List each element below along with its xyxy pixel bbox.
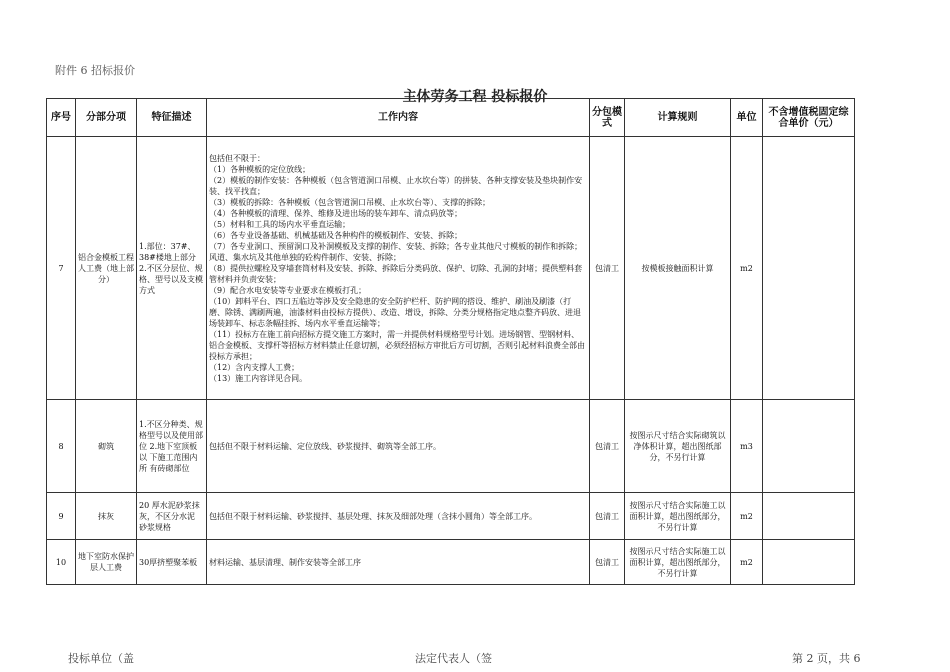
cell-feature: 20 厚水泥砂浆抹 灰，不区分水泥 砂浆规格: [137, 493, 207, 540]
header-row: [47, 99, 855, 137]
work-line: （8）提供拉螺栓及穿墙套筒材料及安装、拆除、拆除后分类码放、保护、切除、孔洞的封堵；提供塑料套管材料并负责安装；: [209, 263, 583, 284]
table-row: [47, 137, 855, 400]
cell-feature: 30厚挤塑聚苯板: [137, 540, 207, 585]
work-line: （6）各专业设备基础、机械基础及各种构件的模板制作、安装、拆除；: [209, 230, 463, 240]
cell-price: [763, 137, 855, 400]
cell-price: [763, 400, 855, 493]
work-line: 包括但不限于：: [209, 153, 265, 163]
table-row: [47, 493, 855, 540]
table-row: [47, 540, 855, 585]
work-line: （3）模板的拆除：各种模板（包含管道洞口吊模、止水坎台等）、支撑的拆除；: [209, 197, 491, 207]
header-part: 分部分项: [76, 99, 137, 137]
cell-sub: 包清工: [590, 493, 625, 540]
header-rule: 计算规则: [625, 99, 731, 137]
pricing-table: [46, 98, 855, 585]
header-feature: 特征描述: [137, 99, 207, 137]
cell-rule: 按图示尺寸结合实际施工以面积计算，超出图纸部分，不另行计算: [625, 540, 731, 585]
footer-representative: 法定代表人（签: [415, 652, 492, 665]
work-line: （1）各种模板的定位放线；: [209, 164, 311, 174]
cell-price: [763, 540, 855, 585]
cell-work: [207, 400, 590, 493]
header-seq: 序号: [47, 99, 76, 137]
cell-seq: 7: [47, 137, 76, 400]
footer-page-number: 第 2 页，共 6: [792, 652, 861, 665]
cell-feature: 1.不区分种类、规格型号以及使用部位 2.地下室顶板以 下施工范围内所 有砖砌部位: [137, 400, 207, 493]
top-label: 附件 6 招标报价: [55, 64, 135, 77]
cell-unit: m2: [731, 137, 763, 400]
work-line: 包括但不限于材料运输、定位放线、砂浆搅拌、砌筑等全部工序。: [209, 441, 441, 451]
cell-seq: 10: [47, 540, 76, 585]
work-line: （2）模板的制作安装：各种模板（包含管道洞口吊模、止水坎台等）的拼装、各种支撑安装及垫块制作安装、找平找直；: [209, 175, 583, 196]
cell-seq: 8: [47, 400, 76, 493]
header-price: 不含增值税固定综合单价（元）: [763, 99, 855, 137]
cell-seq: 9: [47, 493, 76, 540]
work-line: （10）卸料平台、四口五临边等涉及安全隐患的安全防护栏杆、防护网的搭设、维护、刷油及刷漆（打磨、除锈、满刷两遍，油漆材料由投标方提供）、改造、增设，拆除、分类分规格指定地点整齐码放、进退场装卸车、标志条幅挂拆、场内水平垂直运输等；: [209, 296, 581, 328]
header-sub: 分包模式: [590, 99, 625, 137]
cell-sub: 包清工: [590, 540, 625, 585]
work-line: （9）配合水电安装等专业要求在模板打孔；: [209, 285, 367, 295]
work-line: （13）施工内容详见合同。: [209, 373, 308, 383]
cell-part: 地下室防水保护层人工费: [76, 540, 137, 585]
cell-unit: m3: [731, 400, 763, 493]
cell-rule: 按图示尺寸结合实际砌筑以净体积计算，超出图纸部分，不另行计算: [625, 400, 731, 493]
footer-bidder: 投标单位（盖: [68, 652, 134, 665]
cell-work: [207, 493, 590, 540]
cell-rule: 按图示尺寸结合实际施工以面积计算，超出图纸部分，不另行计算: [625, 493, 731, 540]
cell-price: [763, 493, 855, 540]
cell-unit: m2: [731, 540, 763, 585]
work-line: 包括但不限于材料运输、砂浆搅拌、基层处理、抹灰及细部处理（含抹小圆角）等全部工序。: [209, 511, 537, 521]
cell-rule: 按模板接触面积计算: [625, 137, 731, 400]
work-line: （7）各专业洞口、预留洞口及补洞模板及支撑的制作、安装、拆除；各专业其他尺寸模板的制作和拆除；风道、集水坑及其他单独的砼构件制作、安装、拆除；: [209, 241, 583, 262]
work-line: （5）材料和工具的场内水平垂直运输；: [209, 219, 351, 229]
cell-sub: 包清工: [590, 400, 625, 493]
cell-part: 抹灰: [76, 493, 137, 540]
header-work: 工作内容: [207, 99, 590, 137]
work-line: （12）含内支撑人工费；: [209, 362, 300, 372]
cell-work: [207, 540, 590, 585]
work-line: （11）投标方在施工前向招标方提交施工方案时，需一并提供材料规格型号计划。进场钢管、型钢材料、铝合金模板、支撑杆等招标方材料禁止任意切割，必须经招标方审批后方可切割，否则引起材料浪费全部由投标方承担；: [209, 329, 585, 361]
table-title: 主体劳务工程 投标报价: [402, 89, 548, 105]
work-line: （4）各种模板的清理、保养、维修及进出场的装车卸车、清点码放等；: [209, 208, 463, 218]
header-unit: 单位: [731, 99, 763, 137]
cell-part: 铝合金模板工程人工费（地上部分）: [76, 137, 137, 400]
cell-unit: m2: [731, 493, 763, 540]
work-line: 材料运输、基层清理、制作安装等全部工序: [209, 557, 361, 567]
cell-feature: 1.部位：37#、38#楼地上部分 2.不区分层位、规格、型号以及支模方式: [137, 137, 207, 400]
table-row: [47, 400, 855, 493]
cell-part: 砌筑: [76, 400, 137, 493]
cell-sub: 包清工: [590, 137, 625, 400]
cell-work: [207, 137, 590, 400]
